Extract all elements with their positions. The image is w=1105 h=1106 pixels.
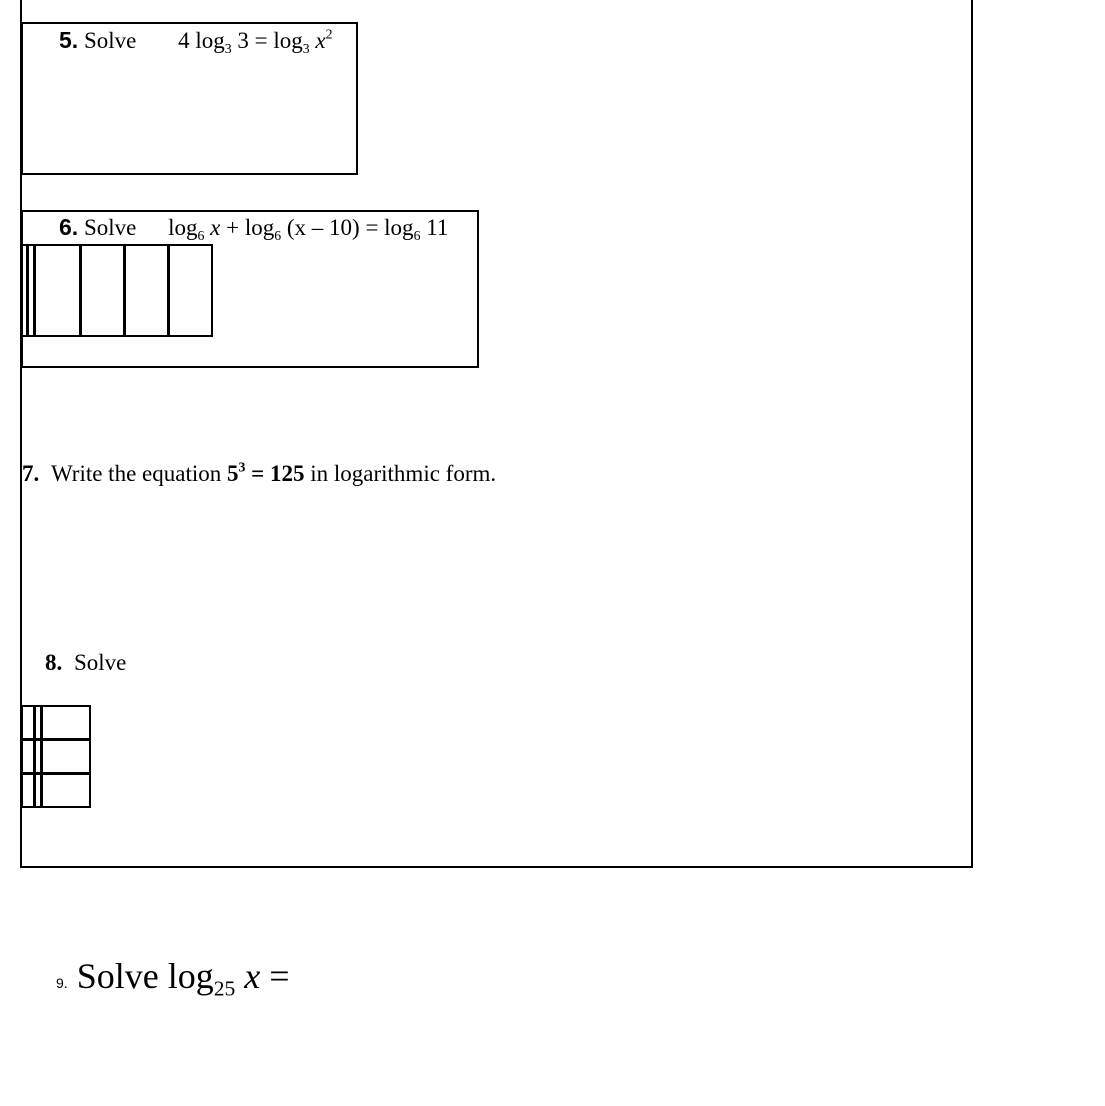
q6-prompt [59,213,448,242]
q6-grid-line [79,244,82,337]
q9-prompt [56,954,290,1005]
q6-grid-line [167,244,170,337]
q6-number: 6. [59,214,79,240]
q5-prompt [59,26,333,55]
q8-grid-line [21,738,91,741]
q9-text: Solve $\log_{25} x$ = [76,956,290,1001]
q8-grid-line [40,705,43,808]
q6-grid-line [26,244,29,337]
q8-verb: Solve [74,650,127,675]
q6-grid-outline [21,244,213,337]
q7-equation: $5^3 = 125$ [226,459,305,486]
q6-grid-line [123,244,126,337]
q7-text-after: in logarithmic form. [310,461,497,486]
q8-prompt [45,649,126,677]
q7-prompt [22,460,496,488]
q5-equation: 4 $\log_3 3 = \log_3 x^2$ [178,26,333,56]
q8-grid-line [21,772,91,775]
q5-verb: Solve [83,28,137,53]
q7-text-before: Write the equation [51,461,222,486]
q7-number: 7. [22,461,40,486]
q6-equation: $\log_6 x + \log_6 (x - 10) = \log_6 11$ [168,215,449,243]
q5-number: 5. [59,27,79,53]
q8-grid-outline [21,705,91,808]
q6-grid-line [33,244,36,337]
q8-number: 8. [45,650,63,675]
q9-number: 9. [56,975,68,991]
q6-verb: Solve [83,215,137,240]
q8-grid-line [33,705,36,808]
